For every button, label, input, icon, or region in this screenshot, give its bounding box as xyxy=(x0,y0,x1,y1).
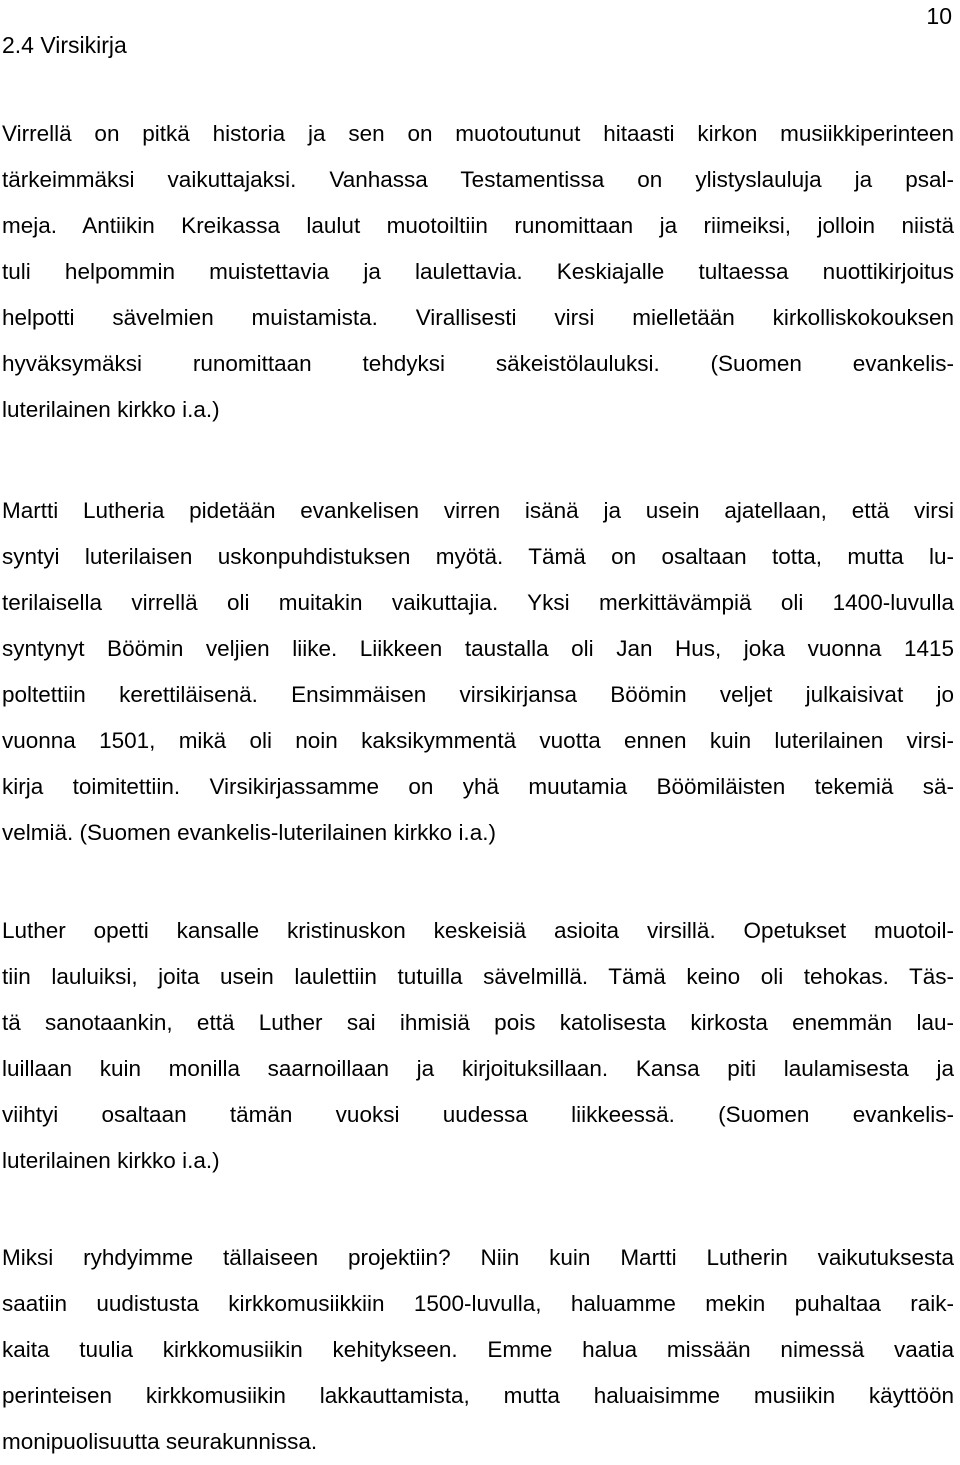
text-line: syntyi luterilaisen uskonpuhdistuksen myötä. Tämä on osaltaan totta, mutta lu- xyxy=(2,544,954,569)
section-heading: 2.4 Virsikirja xyxy=(2,32,127,58)
text-line: luillaan kuin monilla saarnoillaan ja kirjoituksillaan. Kansa piti laulamisesta ja xyxy=(2,1056,954,1081)
text-line: Martti Lutheria pidetään evankelisen virren isänä ja usein ajatellaan, että virsi xyxy=(2,498,954,523)
text-line: tärkeimmäksi vaikuttajaksi. Vanhassa Testamentissa on ylistyslauluja ja psal- xyxy=(2,167,954,192)
text-line: kirja toimitettiin. Virsikirjassamme on yhä muutamia Böömiläisten tekemiä sä- xyxy=(2,774,954,799)
page-number: 10 xyxy=(926,3,952,29)
text-line: viihtyi osaltaan tämän vuoksi uudessa liikkeessä. (Suomen evankelis- xyxy=(2,1102,954,1127)
paragraph-luther-teaching xyxy=(2,908,954,1184)
paragraph-project-motivation xyxy=(2,1235,954,1465)
paragraph-luther-bohemian xyxy=(2,488,954,856)
text-line: velmiä. (Suomen evankelis-luterilainen kirkko i.a.) xyxy=(2,820,496,845)
text-line: tä sanotaankin, että Luther sai ihmisiä pois katolisesta kirkosta enemmän lau- xyxy=(2,1010,954,1035)
text-line: monipuolisuutta seurakunnissa. xyxy=(2,1429,318,1454)
text-line: hyväksymäksi runomittaan tehdyksi säkeistölauluksi. (Suomen evankelis- xyxy=(2,351,954,376)
text-line: Luther opetti kansalle kristinuskon keskeisiä asioita virsillä. Opetukset muotoil- xyxy=(2,918,954,943)
text-line: perinteisen kirkkomusiikin lakkauttamista, mutta haluaisimme musiikin käyttöön xyxy=(2,1383,954,1408)
text-line: luterilainen kirkko i.a.) xyxy=(2,1148,220,1173)
text-line: terilaisella virrellä oli muitakin vaikuttajia. Yksi merkittävämpiä oli 1400-luvulla xyxy=(2,590,954,615)
text-line: vuonna 1501, mikä oli noin kaksikymmentä vuotta ennen kuin luterilainen virsi- xyxy=(2,728,954,753)
text-line: tuli helpommin muistettavia ja laulettavia. Keskiajalle tultaessa nuottikirjoitus xyxy=(2,259,954,284)
text-line: helpotti sävelmien muistamista. Virallisesti virsi mielletään kirkolliskokouksen xyxy=(2,305,954,330)
text-line: Miksi ryhdyimme tällaiseen projektiin? Niin kuin Martti Lutherin vaikutuksesta xyxy=(2,1245,954,1270)
text-line: meja. Antiikin Kreikassa laulut muotoiltiin runomittaan ja riimeiksi, jolloin niistä xyxy=(2,213,954,238)
text-line: luterilainen kirkko i.a.) xyxy=(2,397,220,422)
text-line: syntynyt Böömin veljien liike. Liikkeen taustalla oli Jan Hus, joka vuonna 1415 xyxy=(2,636,954,661)
paragraph-history xyxy=(2,111,954,433)
text-line: Virrellä on pitkä historia ja sen on muotoutunut hitaasti kirkon musiikkiperinteen xyxy=(2,121,954,146)
text-line: saatiin uudistusta kirkkomusiikkiin 1500-luvulla, haluamme mekin puhaltaa raik- xyxy=(2,1291,954,1316)
text-line: poltettiin kerettiläisenä. Ensimmäisen virsikirjansa Böömin veljet julkaisivat jo xyxy=(2,682,954,707)
text-line: kaita tuulia kirkkomusiikin kehitykseen. Emme halua missään nimessä vaatia xyxy=(2,1337,954,1362)
text-line: tiin lauluiksi, joita usein laulettiin tutuilla sävelmillä. Tämä keino oli tehokas. Täs- xyxy=(2,964,954,989)
